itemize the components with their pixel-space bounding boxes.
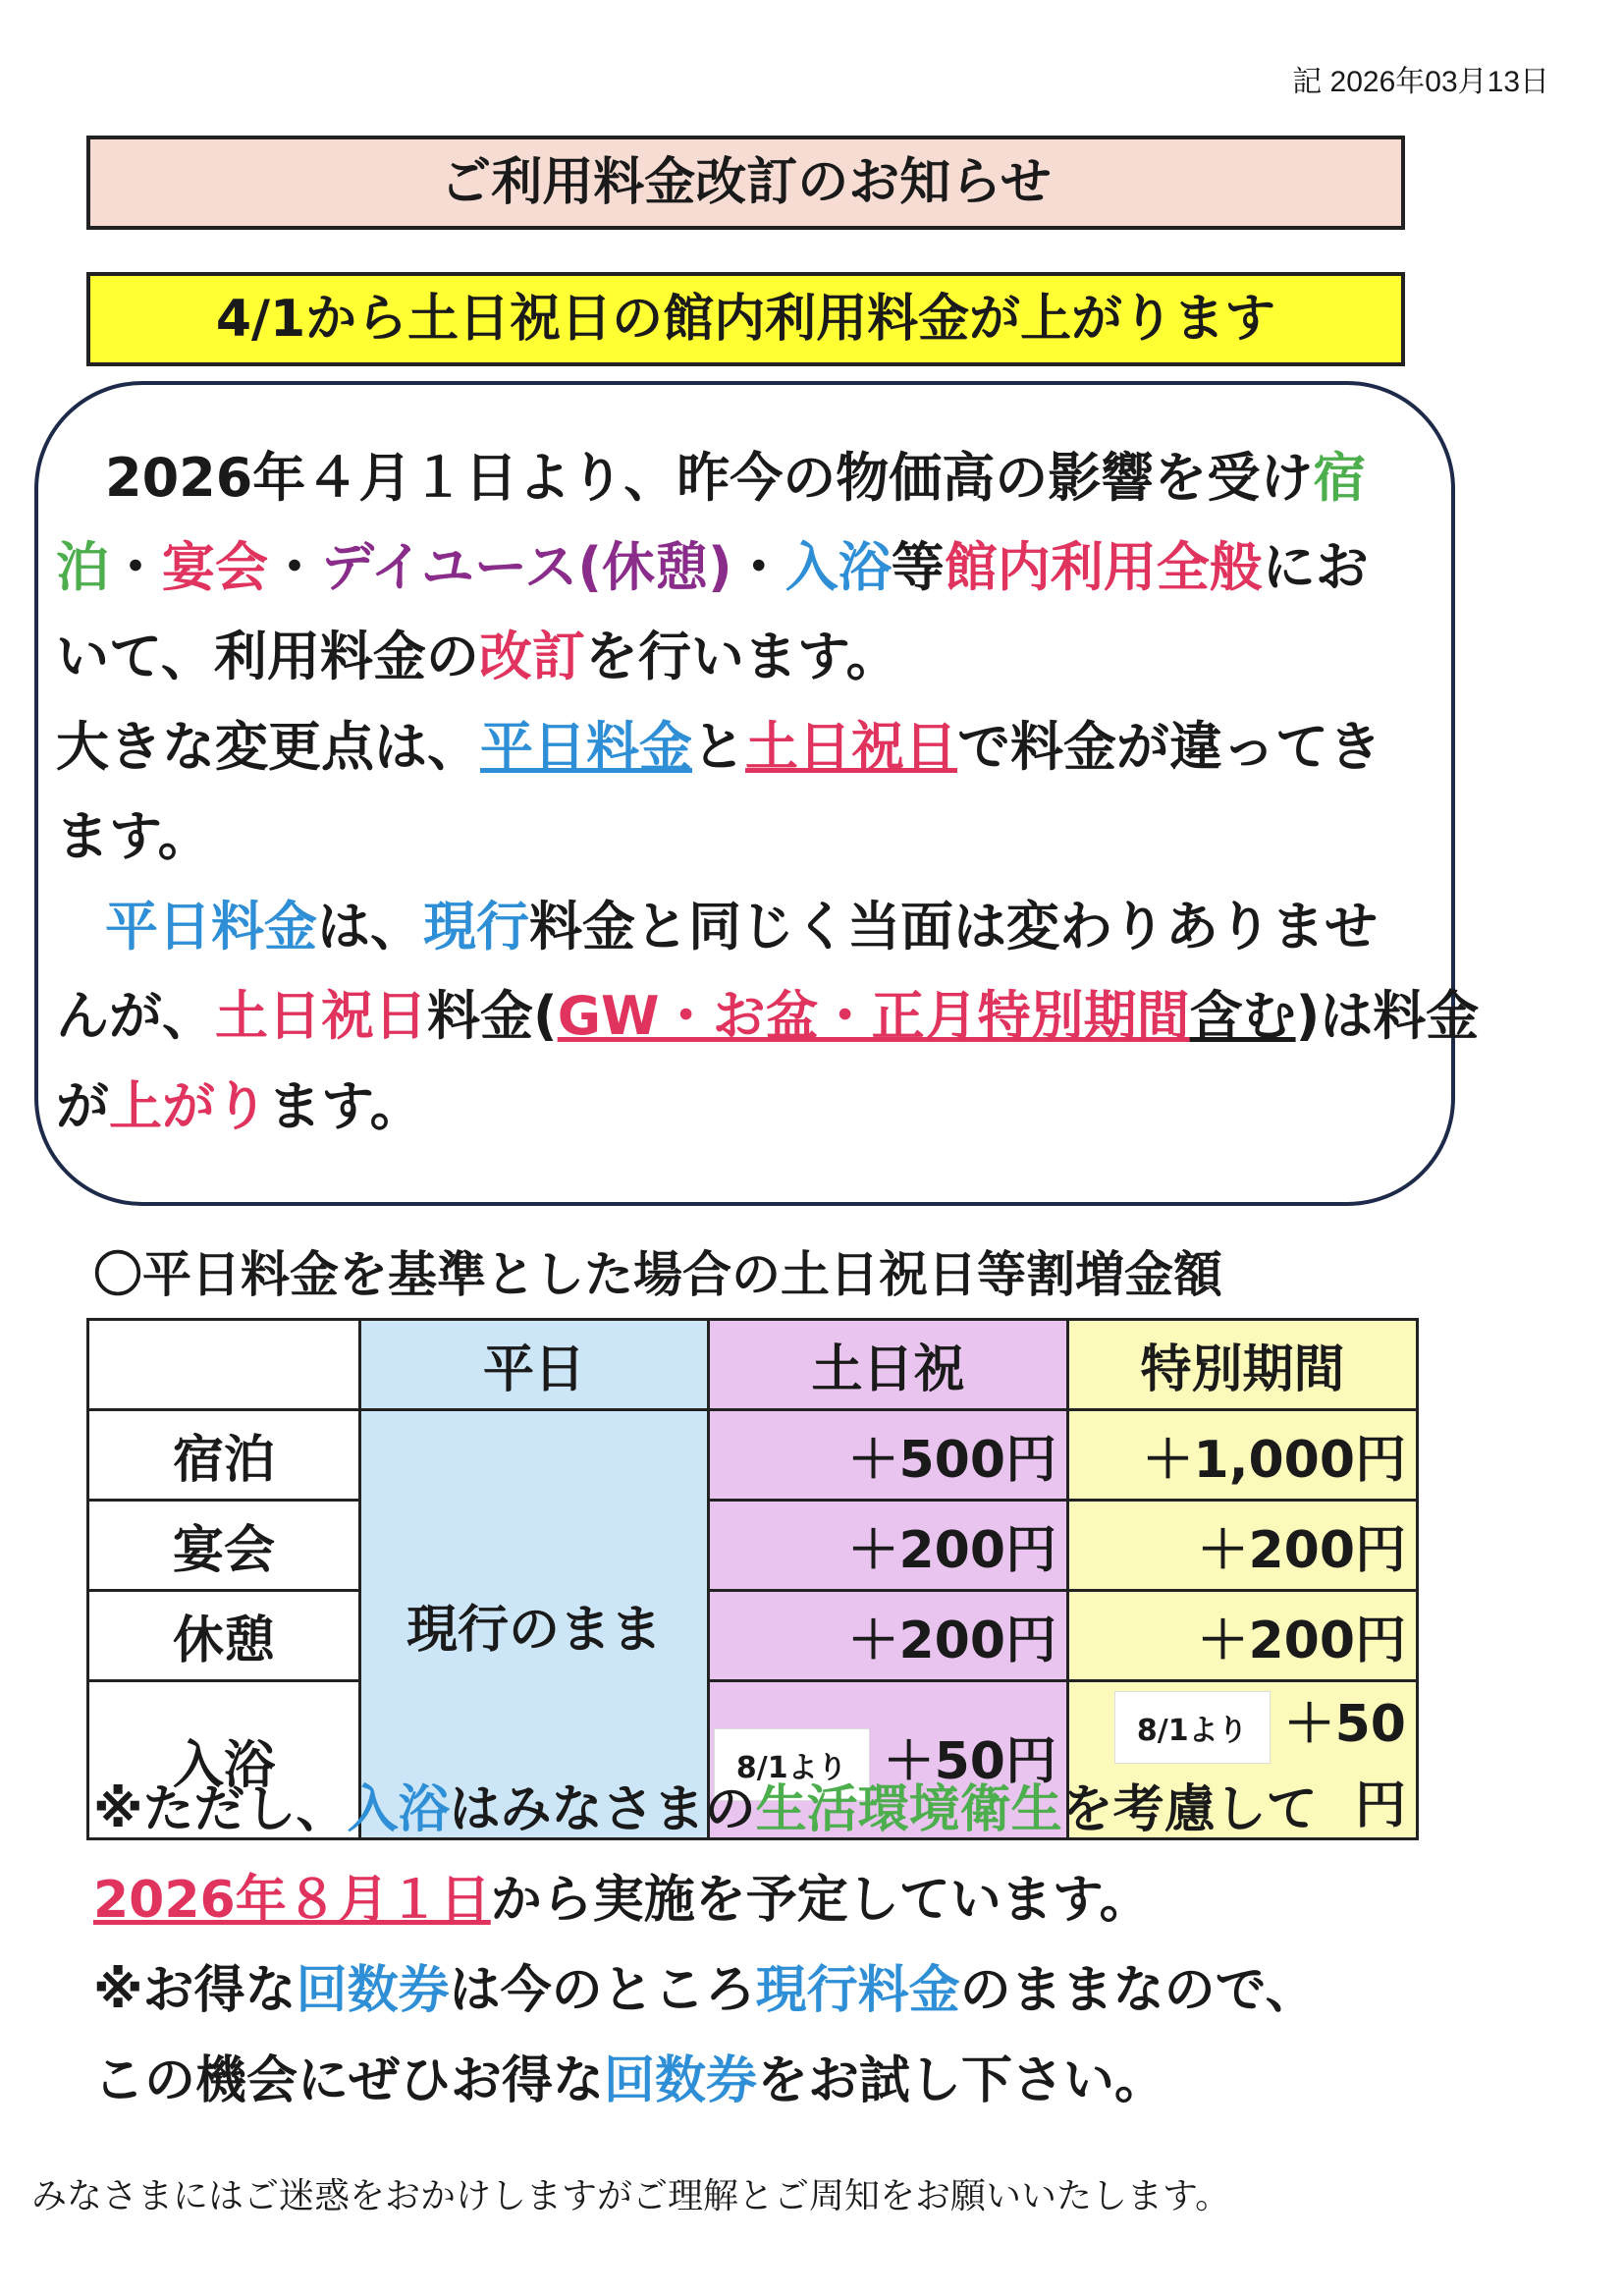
footnote-line-3	[93, 1948, 1317, 2022]
table-row	[88, 1410, 1418, 1501]
notice-line-4	[56, 705, 1381, 781]
notice-text: 2026年４月１日より、昨今の物価高の影響を受け	[105, 447, 1314, 509]
notice-title: ご利用料金改訂のお知らせ	[86, 136, 1405, 230]
increase-highlight: 上がり	[109, 1075, 268, 1137]
notice-text: )は料金	[1295, 985, 1480, 1047]
notice-text: ます。	[268, 1075, 423, 1137]
weekend-highlight: 土日祝日	[215, 985, 427, 1047]
footnote-line-2	[93, 1858, 1151, 1932]
notice-text: は、	[317, 896, 423, 957]
table-title: 〇平日料金を基準とした場合の土日祝日等割増金額	[93, 1246, 1222, 1303]
facility-highlight: 館内利用全般	[944, 536, 1263, 598]
special-surcharge: ＋200円	[1068, 1501, 1418, 1591]
row-label: 休憩	[88, 1591, 360, 1681]
weekday-current-cell: 現行のまま	[360, 1410, 709, 1839]
weekend-surcharge: ＋200円	[709, 1501, 1068, 1591]
bath-highlight: 入浴	[347, 1780, 450, 1839]
closing-message: みなさまにはご迷惑をおかけしますがご理解とご周知をお願いいたします。	[31, 2176, 1231, 2216]
hygiene-highlight: 生活環境衛生	[755, 1780, 1062, 1839]
weekend-surcharge: ＋50円	[883, 1731, 1056, 1791]
notice-text: を行います。	[584, 626, 899, 687]
notice-text: 料金(	[427, 985, 558, 1047]
dayuse-highlight: デイユース(休憩)	[321, 536, 732, 598]
footnote-text: を考慮して	[1061, 1780, 1318, 1839]
document-date: 記 2026年03月13日	[1292, 66, 1549, 98]
table-header-row	[88, 1320, 1418, 1410]
separator: ・	[268, 536, 321, 598]
notice-line-1	[105, 436, 1366, 512]
notice-line-2	[56, 525, 1369, 601]
notice-text: んが、	[56, 985, 215, 1047]
table-header-special: 特別期間	[1068, 1320, 1418, 1410]
lodging-highlight: 泊	[56, 536, 109, 598]
footnote-text: のままなので、	[959, 1961, 1317, 2020]
bath-highlight: 入浴	[784, 536, 892, 598]
row-label: 入浴	[88, 1681, 360, 1839]
lodging-highlight: 宿	[1313, 447, 1367, 509]
start-date-tag: 8/1より	[1114, 1691, 1271, 1764]
notice-text: 料金と同じく当面は変わりありませ	[529, 896, 1378, 957]
notice-text: 含む	[1189, 985, 1296, 1047]
notice-text: と	[692, 716, 745, 778]
special-surcharge: ＋50円	[1283, 1695, 1406, 1835]
current-rate-highlight: 現行料金	[755, 1961, 960, 2020]
separator: ・	[109, 536, 162, 598]
table-header-weekday: 平日	[360, 1320, 709, 1410]
footnote-text: ※お得な	[93, 1961, 297, 2020]
notice-subtitle: 4/1から土日祝日の館内利用料金が上がります	[86, 272, 1405, 366]
table-header-empty	[88, 1320, 360, 1410]
weekday-rate-highlight: 平日料金	[105, 896, 317, 957]
notice-text: にお	[1262, 536, 1369, 598]
footnote-text: をお試し下さい。	[757, 2051, 1166, 2110]
notice-text: が	[56, 1075, 109, 1137]
notice-line-5	[56, 794, 211, 870]
notice-text: 大きな変更点は、	[56, 716, 480, 778]
footnote-text: この機会にぜひお得な	[93, 2051, 605, 2110]
special-surcharge: ＋1,000円	[1068, 1410, 1418, 1501]
start-date-highlight: 2026年８月１日	[93, 1871, 491, 1930]
current-highlight: 現行	[423, 896, 529, 957]
footnote-text: ※ただし、	[93, 1780, 348, 1839]
table-row	[88, 1501, 1418, 1591]
footnote-text: は今のところ	[449, 1961, 756, 2020]
weekday-rate-highlight: 平日料金	[480, 716, 692, 778]
footnote-line-1	[93, 1768, 1318, 1841]
weekend-highlight: 土日祝日	[745, 716, 957, 778]
footnote-text: から実施を予定しています。	[490, 1871, 1151, 1930]
notice-line-7	[56, 974, 1479, 1050]
table-row	[88, 1591, 1418, 1681]
coupon-highlight: 回数券	[296, 1961, 450, 2020]
coupon-highlight: 回数券	[604, 2051, 758, 2110]
notice-line-8	[56, 1065, 423, 1140]
notice-box	[34, 381, 1480, 1206]
table-header-weekend: 土日祝	[709, 1320, 1068, 1410]
banquet-highlight: 宴会	[162, 536, 268, 598]
weekend-surcharge: ＋200円	[709, 1591, 1068, 1681]
start-date-tag: 8/1より	[714, 1728, 870, 1801]
notice-line-6	[105, 885, 1378, 960]
special-period-highlight: GW・お盆・正月特別期間	[557, 985, 1190, 1047]
notice-text: ます。	[56, 805, 211, 867]
separator: ・	[731, 536, 785, 598]
row-label: 宴会	[88, 1501, 360, 1591]
row-label: 宿泊	[88, 1410, 360, 1501]
revision-highlight: 改訂	[478, 626, 585, 687]
notice-line-3	[56, 615, 899, 690]
surcharge-table	[86, 1318, 1419, 1840]
special-surcharge: ＋200円	[1068, 1591, 1418, 1681]
notice-text: で料金が違ってき	[957, 716, 1381, 778]
notice-text: 等	[891, 536, 945, 598]
notice-text: いて、利用料金の	[56, 626, 479, 687]
weekend-surcharge: ＋500円	[709, 1410, 1068, 1501]
footnote-line-4	[93, 2039, 1165, 2112]
footnote-text: はみなさまの	[449, 1780, 756, 1839]
